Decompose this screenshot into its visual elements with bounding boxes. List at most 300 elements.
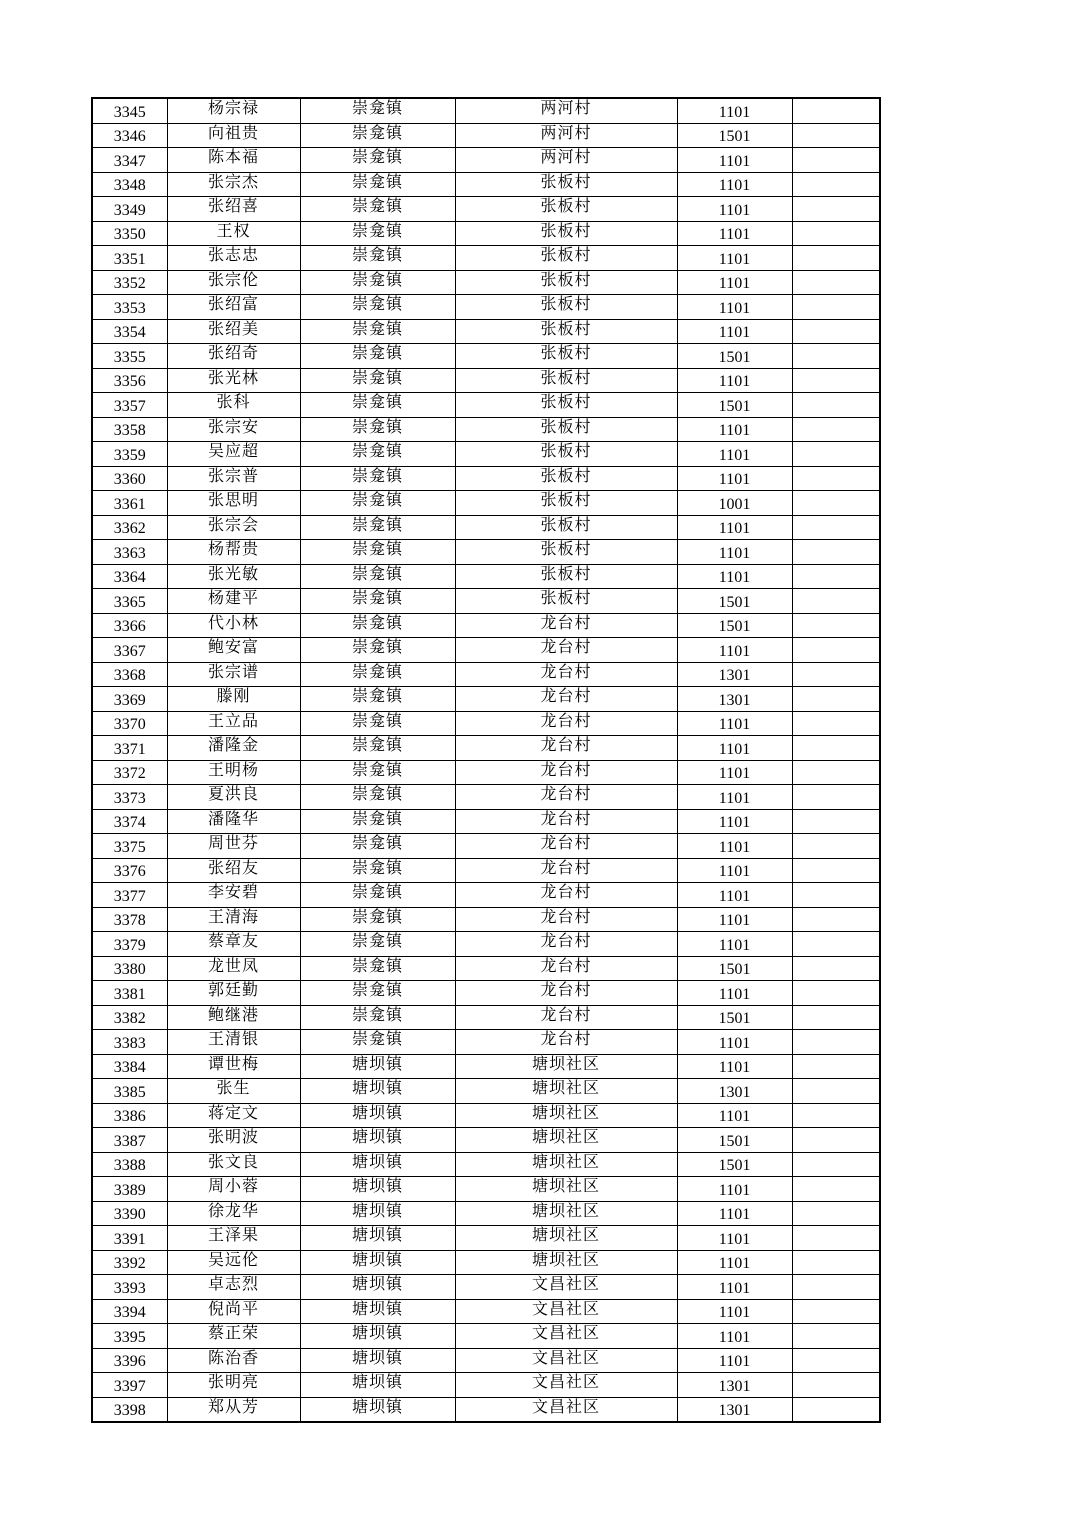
row-number-cell: 3372	[92, 760, 167, 785]
town-cell: 崇龛镇	[300, 540, 455, 565]
note-cell	[792, 981, 880, 1006]
note-cell	[792, 197, 880, 222]
note-cell	[792, 613, 880, 638]
note-cell	[792, 638, 880, 663]
name-cell: 张绍美	[167, 319, 300, 344]
note-cell	[792, 785, 880, 810]
note-cell	[792, 1348, 880, 1373]
row-number-cell: 3395	[92, 1324, 167, 1349]
code-cell: 1101	[677, 711, 792, 736]
table-row	[92, 1299, 880, 1324]
town-cell: 塘坝镇	[300, 1299, 455, 1324]
table-row	[92, 932, 880, 957]
name-cell: 王明杨	[167, 760, 300, 785]
row-number-cell: 3348	[92, 172, 167, 197]
table-row	[92, 981, 880, 1006]
table-row	[92, 393, 880, 418]
table-row	[92, 687, 880, 712]
row-number-cell: 3351	[92, 246, 167, 271]
note-cell	[792, 834, 880, 859]
code-cell: 1101	[677, 515, 792, 540]
row-number-cell: 3370	[92, 711, 167, 736]
town-cell: 崇龛镇	[300, 981, 455, 1006]
note-cell	[792, 883, 880, 908]
name-cell: 鲍安富	[167, 638, 300, 663]
village-cell: 两河村	[455, 98, 677, 123]
row-number-cell: 3389	[92, 1177, 167, 1202]
table-row	[92, 197, 880, 222]
note-cell	[792, 809, 880, 834]
village-cell: 张板村	[455, 491, 677, 516]
row-number-cell: 3357	[92, 393, 167, 418]
name-cell: 张宗伦	[167, 270, 300, 295]
village-cell: 龙台村	[455, 711, 677, 736]
row-number-cell: 3352	[92, 270, 167, 295]
note-cell	[792, 736, 880, 761]
name-cell: 倪尚平	[167, 1299, 300, 1324]
village-cell: 龙台村	[455, 883, 677, 908]
note-cell	[792, 515, 880, 540]
note-cell	[792, 760, 880, 785]
village-cell: 张板村	[455, 197, 677, 222]
table-row	[92, 662, 880, 687]
town-cell: 崇龛镇	[300, 883, 455, 908]
town-cell: 塘坝镇	[300, 1152, 455, 1177]
table-row	[92, 1201, 880, 1226]
code-cell: 1101	[677, 270, 792, 295]
village-cell: 塘坝社区	[455, 1079, 677, 1104]
row-number-cell: 3375	[92, 834, 167, 859]
row-number-cell: 3383	[92, 1030, 167, 1055]
code-cell: 1101	[677, 148, 792, 173]
name-cell: 王立品	[167, 711, 300, 736]
town-cell: 崇龛镇	[300, 564, 455, 589]
code-cell: 1501	[677, 344, 792, 369]
note-cell	[792, 270, 880, 295]
code-cell: 1101	[677, 1348, 792, 1373]
name-cell: 张宗会	[167, 515, 300, 540]
town-cell: 崇龛镇	[300, 687, 455, 712]
town-cell: 崇龛镇	[300, 1005, 455, 1030]
code-cell: 1501	[677, 956, 792, 981]
town-cell: 塘坝镇	[300, 1397, 455, 1422]
table-row	[92, 221, 880, 246]
code-cell: 1101	[677, 417, 792, 442]
note-cell	[792, 1054, 880, 1079]
name-cell: 王清银	[167, 1030, 300, 1055]
table-row	[92, 1226, 880, 1251]
note-cell	[792, 1005, 880, 1030]
row-number-cell: 3388	[92, 1152, 167, 1177]
village-cell: 张板村	[455, 564, 677, 589]
name-cell: 代小林	[167, 613, 300, 638]
name-cell: 张明亮	[167, 1373, 300, 1398]
village-cell: 龙台村	[455, 809, 677, 834]
village-cell: 张板村	[455, 344, 677, 369]
town-cell: 塘坝镇	[300, 1201, 455, 1226]
village-cell: 文昌社区	[455, 1373, 677, 1398]
code-cell: 1101	[677, 564, 792, 589]
town-cell: 崇龛镇	[300, 491, 455, 516]
row-number-cell: 3358	[92, 417, 167, 442]
code-cell: 1301	[677, 1079, 792, 1104]
code-cell: 1101	[677, 1299, 792, 1324]
name-cell: 张绍富	[167, 295, 300, 320]
row-number-cell: 3382	[92, 1005, 167, 1030]
town-cell: 崇龛镇	[300, 344, 455, 369]
name-cell: 郑从芳	[167, 1397, 300, 1422]
village-cell: 两河村	[455, 123, 677, 148]
town-cell: 崇龛镇	[300, 809, 455, 834]
code-cell: 1101	[677, 319, 792, 344]
name-cell: 徐龙华	[167, 1201, 300, 1226]
name-cell: 张宗安	[167, 417, 300, 442]
note-cell	[792, 442, 880, 467]
code-cell: 1001	[677, 491, 792, 516]
row-number-cell: 3364	[92, 564, 167, 589]
row-number-cell: 3369	[92, 687, 167, 712]
village-cell: 文昌社区	[455, 1397, 677, 1422]
note-cell	[792, 123, 880, 148]
town-cell: 崇龛镇	[300, 736, 455, 761]
code-cell: 1101	[677, 809, 792, 834]
code-cell: 1101	[677, 1324, 792, 1349]
table-row	[92, 417, 880, 442]
note-cell	[792, 148, 880, 173]
name-cell: 张科	[167, 393, 300, 418]
code-cell: 1501	[677, 613, 792, 638]
row-number-cell: 3374	[92, 809, 167, 834]
row-number-cell: 3381	[92, 981, 167, 1006]
name-cell: 卓志烈	[167, 1275, 300, 1300]
town-cell: 崇龛镇	[300, 760, 455, 785]
roster-body	[92, 98, 880, 1422]
note-cell	[792, 662, 880, 687]
code-cell: 1101	[677, 638, 792, 663]
row-number-cell: 3349	[92, 197, 167, 222]
row-number-cell: 3367	[92, 638, 167, 663]
note-cell	[792, 1250, 880, 1275]
town-cell: 塘坝镇	[300, 1177, 455, 1202]
row-number-cell: 3359	[92, 442, 167, 467]
town-cell: 崇龛镇	[300, 638, 455, 663]
note-cell	[792, 1152, 880, 1177]
table-row	[92, 1275, 880, 1300]
village-cell: 龙台村	[455, 1005, 677, 1030]
name-cell: 王清海	[167, 907, 300, 932]
name-cell: 夏洪良	[167, 785, 300, 810]
code-cell: 1101	[677, 1250, 792, 1275]
code-cell: 1101	[677, 1054, 792, 1079]
town-cell: 塘坝镇	[300, 1275, 455, 1300]
name-cell: 陈本福	[167, 148, 300, 173]
village-cell: 张板村	[455, 221, 677, 246]
row-number-cell: 3386	[92, 1103, 167, 1128]
town-cell: 崇龛镇	[300, 515, 455, 540]
code-cell: 1501	[677, 123, 792, 148]
village-cell: 龙台村	[455, 907, 677, 932]
code-cell: 1501	[677, 1152, 792, 1177]
table-row	[92, 858, 880, 883]
roster-table	[91, 97, 881, 1423]
note-cell	[792, 1299, 880, 1324]
village-cell: 张板村	[455, 270, 677, 295]
table-row	[92, 270, 880, 295]
town-cell: 塘坝镇	[300, 1054, 455, 1079]
town-cell: 崇龛镇	[300, 123, 455, 148]
town-cell: 塘坝镇	[300, 1250, 455, 1275]
row-number-cell: 3394	[92, 1299, 167, 1324]
village-cell: 张板村	[455, 515, 677, 540]
town-cell: 崇龛镇	[300, 368, 455, 393]
code-cell: 1101	[677, 295, 792, 320]
village-cell: 龙台村	[455, 638, 677, 663]
row-number-cell: 3371	[92, 736, 167, 761]
town-cell: 崇龛镇	[300, 589, 455, 614]
village-cell: 文昌社区	[455, 1324, 677, 1349]
village-cell: 张板村	[455, 319, 677, 344]
code-cell: 1101	[677, 932, 792, 957]
name-cell: 鲍继港	[167, 1005, 300, 1030]
name-cell: 蒋定文	[167, 1103, 300, 1128]
name-cell: 周世芬	[167, 834, 300, 859]
village-cell: 龙台村	[455, 956, 677, 981]
code-cell: 1101	[677, 1103, 792, 1128]
table-row	[92, 785, 880, 810]
village-cell: 张板村	[455, 246, 677, 271]
table-row	[92, 1054, 880, 1079]
village-cell: 文昌社区	[455, 1348, 677, 1373]
code-cell: 1301	[677, 662, 792, 687]
town-cell: 崇龛镇	[300, 221, 455, 246]
village-cell: 张板村	[455, 417, 677, 442]
town-cell: 塘坝镇	[300, 1348, 455, 1373]
table-row	[92, 148, 880, 173]
code-cell: 1501	[677, 1005, 792, 1030]
table-row	[92, 466, 880, 491]
row-number-cell: 3379	[92, 932, 167, 957]
note-cell	[792, 858, 880, 883]
row-number-cell: 3361	[92, 491, 167, 516]
table-row	[92, 1324, 880, 1349]
row-number-cell: 3366	[92, 613, 167, 638]
town-cell: 崇龛镇	[300, 98, 455, 123]
village-cell: 塘坝社区	[455, 1103, 677, 1128]
town-cell: 崇龛镇	[300, 956, 455, 981]
code-cell: 1101	[677, 834, 792, 859]
table-row	[92, 1079, 880, 1104]
town-cell: 崇龛镇	[300, 148, 455, 173]
code-cell: 1101	[677, 883, 792, 908]
table-row	[92, 711, 880, 736]
town-cell: 塘坝镇	[300, 1103, 455, 1128]
table-row	[92, 1005, 880, 1030]
name-cell: 张志忠	[167, 246, 300, 271]
code-cell: 1101	[677, 540, 792, 565]
code-cell: 1101	[677, 785, 792, 810]
table-row	[92, 1030, 880, 1055]
village-cell: 两河村	[455, 148, 677, 173]
name-cell: 潘隆金	[167, 736, 300, 761]
town-cell: 崇龛镇	[300, 393, 455, 418]
town-cell: 崇龛镇	[300, 613, 455, 638]
village-cell: 龙台村	[455, 662, 677, 687]
town-cell: 崇龛镇	[300, 662, 455, 687]
name-cell: 张明波	[167, 1128, 300, 1153]
row-number-cell: 3362	[92, 515, 167, 540]
row-number-cell: 3363	[92, 540, 167, 565]
name-cell: 张绍喜	[167, 197, 300, 222]
table-row	[92, 638, 880, 663]
name-cell: 张宗谱	[167, 662, 300, 687]
town-cell: 塘坝镇	[300, 1324, 455, 1349]
row-number-cell: 3377	[92, 883, 167, 908]
village-cell: 龙台村	[455, 760, 677, 785]
row-number-cell: 3398	[92, 1397, 167, 1422]
town-cell: 崇龛镇	[300, 932, 455, 957]
note-cell	[792, 1079, 880, 1104]
code-cell: 1101	[677, 197, 792, 222]
note-cell	[792, 687, 880, 712]
town-cell: 崇龛镇	[300, 834, 455, 859]
note-cell	[792, 589, 880, 614]
row-number-cell: 3397	[92, 1373, 167, 1398]
row-number-cell: 3356	[92, 368, 167, 393]
village-cell: 张板村	[455, 540, 677, 565]
name-cell: 吴远伦	[167, 1250, 300, 1275]
name-cell: 杨宗禄	[167, 98, 300, 123]
name-cell: 张光林	[167, 368, 300, 393]
village-cell: 塘坝社区	[455, 1201, 677, 1226]
code-cell: 1101	[677, 1030, 792, 1055]
code-cell: 1101	[677, 981, 792, 1006]
note-cell	[792, 1177, 880, 1202]
row-number-cell: 3387	[92, 1128, 167, 1153]
row-number-cell: 3378	[92, 907, 167, 932]
code-cell: 1101	[677, 368, 792, 393]
code-cell: 1101	[677, 466, 792, 491]
row-number-cell: 3376	[92, 858, 167, 883]
note-cell	[792, 1275, 880, 1300]
note-cell	[792, 932, 880, 957]
row-number-cell: 3368	[92, 662, 167, 687]
table-row	[92, 98, 880, 123]
town-cell: 崇龛镇	[300, 197, 455, 222]
table-row	[92, 613, 880, 638]
row-number-cell: 3373	[92, 785, 167, 810]
town-cell: 崇龛镇	[300, 246, 455, 271]
name-cell: 郭廷勤	[167, 981, 300, 1006]
name-cell: 张绍友	[167, 858, 300, 883]
town-cell: 塘坝镇	[300, 1128, 455, 1153]
town-cell: 崇龛镇	[300, 295, 455, 320]
table-row	[92, 123, 880, 148]
table-row	[92, 442, 880, 467]
table-row	[92, 809, 880, 834]
table-row	[92, 956, 880, 981]
table-row	[92, 1177, 880, 1202]
note-cell	[792, 98, 880, 123]
row-number-cell: 3346	[92, 123, 167, 148]
table-row	[92, 589, 880, 614]
town-cell: 崇龛镇	[300, 319, 455, 344]
town-cell: 崇龛镇	[300, 711, 455, 736]
name-cell: 陈治香	[167, 1348, 300, 1373]
table-row	[92, 1373, 880, 1398]
village-cell: 龙台村	[455, 981, 677, 1006]
village-cell: 龙台村	[455, 858, 677, 883]
village-cell: 塘坝社区	[455, 1054, 677, 1079]
village-cell: 张板村	[455, 172, 677, 197]
village-cell: 塘坝社区	[455, 1152, 677, 1177]
village-cell: 龙台村	[455, 834, 677, 859]
note-cell	[792, 393, 880, 418]
table-row	[92, 1128, 880, 1153]
note-cell	[792, 491, 880, 516]
note-cell	[792, 319, 880, 344]
table-row	[92, 246, 880, 271]
code-cell: 1101	[677, 1201, 792, 1226]
code-cell: 1101	[677, 1177, 792, 1202]
code-cell: 1101	[677, 98, 792, 123]
row-number-cell: 3392	[92, 1250, 167, 1275]
code-cell: 1101	[677, 1275, 792, 1300]
name-cell: 张思明	[167, 491, 300, 516]
village-cell: 龙台村	[455, 1030, 677, 1055]
note-cell	[792, 1103, 880, 1128]
row-number-cell: 3380	[92, 956, 167, 981]
table-row	[92, 319, 880, 344]
code-cell: 1101	[677, 442, 792, 467]
code-cell: 1501	[677, 1128, 792, 1153]
table-row	[92, 344, 880, 369]
name-cell: 谭世梅	[167, 1054, 300, 1079]
town-cell: 崇龛镇	[300, 172, 455, 197]
code-cell: 1101	[677, 858, 792, 883]
village-cell: 文昌社区	[455, 1275, 677, 1300]
row-number-cell: 3390	[92, 1201, 167, 1226]
name-cell: 张宗杰	[167, 172, 300, 197]
note-cell	[792, 246, 880, 271]
note-cell	[792, 221, 880, 246]
village-cell: 龙台村	[455, 736, 677, 761]
code-cell: 1501	[677, 589, 792, 614]
village-cell: 文昌社区	[455, 1299, 677, 1324]
village-cell: 张板村	[455, 393, 677, 418]
table-row	[92, 883, 880, 908]
village-cell: 龙台村	[455, 785, 677, 810]
name-cell: 李安碧	[167, 883, 300, 908]
table-row	[92, 1250, 880, 1275]
name-cell: 向祖贵	[167, 123, 300, 148]
table-row	[92, 515, 880, 540]
row-number-cell: 3347	[92, 148, 167, 173]
name-cell: 杨帮贵	[167, 540, 300, 565]
town-cell: 崇龛镇	[300, 785, 455, 810]
table-row	[92, 1103, 880, 1128]
table-row	[92, 1348, 880, 1373]
name-cell: 杨建平	[167, 589, 300, 614]
name-cell: 王权	[167, 221, 300, 246]
code-cell: 1501	[677, 393, 792, 418]
code-cell: 1101	[677, 736, 792, 761]
table-row	[92, 172, 880, 197]
name-cell: 吴应超	[167, 442, 300, 467]
note-cell	[792, 344, 880, 369]
village-cell: 塘坝社区	[455, 1177, 677, 1202]
note-cell	[792, 295, 880, 320]
town-cell: 塘坝镇	[300, 1373, 455, 1398]
